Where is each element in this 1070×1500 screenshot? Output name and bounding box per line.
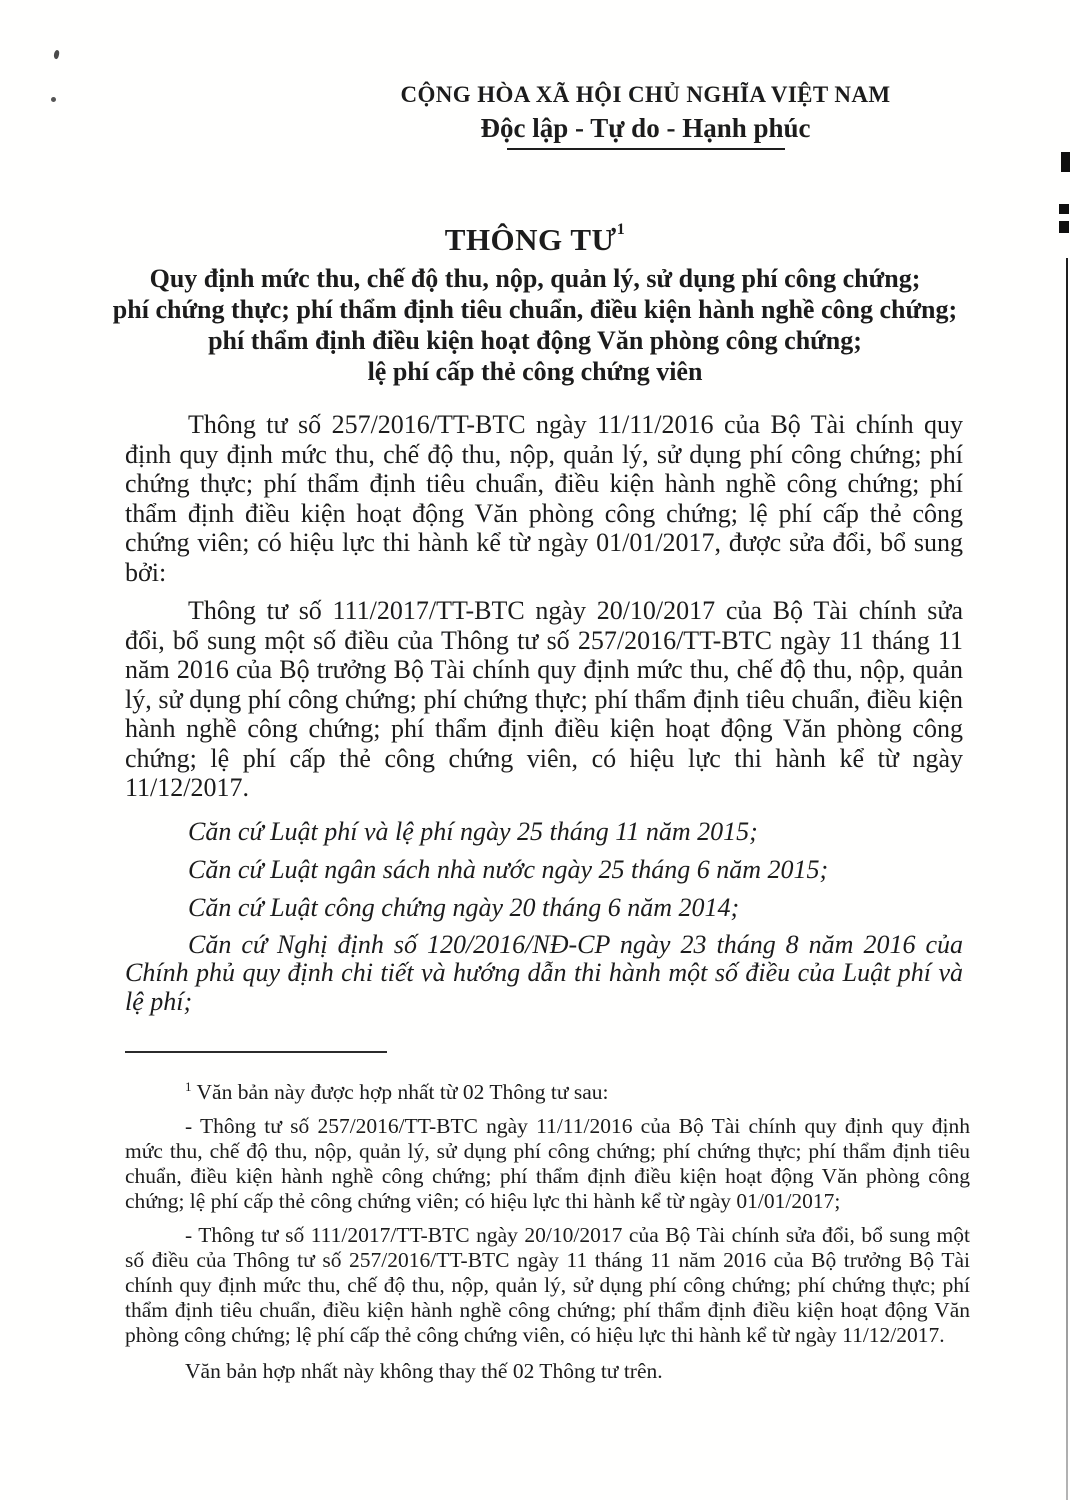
footnote-ref-marker: 1 (185, 1079, 192, 1094)
scan-edge-line (1066, 258, 1068, 1500)
scan-edge-mark (1059, 204, 1069, 214)
header-motto: Độc lập - Tự do - Hạnh phúc (480, 113, 811, 143)
document-title-text: THÔNG TƯ (444, 222, 617, 257)
scan-edge-mark (1061, 152, 1070, 172)
subtitle-line: Quy định mức thu, chế độ thu, nộp, quản lý, sử dụng phí công chứng; (149, 264, 921, 293)
citation-line: Căn cứ Luật ngân sách nhà nước ngày 25 tháng 6 năm 2015; (188, 854, 829, 884)
title-footnote-ref: 1 (616, 221, 626, 238)
national-header (388, 82, 903, 150)
footnote-intro (125, 1080, 970, 1105)
footnote-item-2: - Thông tư số 111/2017/TT-BTC ngày 20/10/2017 của Bộ Tài chính sửa đổi, bổ sung một số điều của Thông tư số 257/2016/TT-BTC ngày 11 tháng 11 năm 2016 của Bộ trưởng Bộ Tài chính quy định mức thu, chế độ thu, nộp, quản lý, sử dụng phí công chứng; phí chứng thực; phí thẩm định tiêu chuẩn, điều kiện hành nghề công chứng; phí thẩm định điều kiện hoạt động Văn phòng công chứng; lệ phí cấp thẻ công chứng viên, có hiệu lực thi hành kể từ ngày 11/12/2017. (125, 1223, 970, 1347)
footnote-item-1: - Thông tư số 257/2016/TT-BTC ngày 11/11/2016 của Bộ Tài chính quy định quy định mức thu, chế độ thu, nộp, quản lý, sử dụng phí công chứng; phí chứng thực; phí thẩm định tiêu chuẩn, điều kiện hành nghề công chứng; phí thẩm định điều kiện hoạt động Văn phòng công chứng; lệ phí cấp thẻ công chứng viên; có hiệu lực thi hành kể từ ngày 01/01/2017; (125, 1114, 970, 1213)
scan-speck (51, 97, 56, 102)
body-paragraph-1: Thông tư số 257/2016/TT-BTC ngày 11/11/2016 của Bộ Tài chính quy định quy định mức thu, chế độ thu, nộp, quản lý, sử dụng phí công chứng; phí chứng thực; phí thẩm định tiêu chuẩn, điều kiện hành nghề công chứng; phí thẩm định điều kiện hoạt động Văn phòng công chứng; lệ phí cấp thẻ công chứng viên; có hiệu lực thi hành kể từ ngày 01/01/2017, được sửa đổi, bổ sung bởi: (125, 410, 963, 587)
legal-basis-citations (125, 817, 963, 1017)
footnote-closing: Văn bản hợp nhất này không thay thế 02 Thông tư trên. (185, 1359, 663, 1383)
footnote-section (125, 1051, 970, 1384)
citation-line: Căn cứ Luật công chứng ngày 20 tháng 6 năm 2014; (188, 892, 740, 922)
document-subtitle (0, 263, 1070, 387)
footnote-intro-text: Văn bản này được hợp nhất từ 02 Thông tư sau: (196, 1080, 609, 1104)
citation-paragraph: Căn cứ Nghị định số 120/2016/NĐ-CP ngày 23 tháng 8 năm 2016 của Chính phủ quy định chi tiết và hướng dẫn thi hành một số điều của Luật phí và lệ phí; (125, 929, 963, 1016)
scan-edge-mark (1059, 221, 1069, 233)
citation-line: Căn cứ Luật phí và lệ phí ngày 25 tháng 11 năm 2015; (188, 816, 758, 846)
header-country-name: CỘNG HÒA XÃ HỘI CHỦ NGHĨA VIỆT NAM (400, 82, 891, 107)
subtitle-line: phí thẩm định điều kiện hoạt động Văn phòng công chứng; (208, 326, 862, 355)
title-block (0, 222, 1070, 387)
body-paragraph-2: Thông tư số 111/2017/TT-BTC ngày 20/10/2017 của Bộ Tài chính sửa đổi, bổ sung một số điều của Thông tư số 257/2016/TT-BTC ngày 11 tháng 11 năm 2016 của Bộ trưởng Bộ Tài chính quy định mức thu, chế độ thu, nộp, quản lý, sử dụng phí công chứng; phí chứng thực; phí thẩm định tiêu chuẩn, điều kiện hành nghề công chứng; phí thẩm định điều kiện hoạt động Văn phòng công chứng; lệ phí cấp thẻ công chứng viên, có hiệu lực thi hành kể từ ngày 11/12/2017. (125, 596, 963, 802)
footnote-separator (125, 1051, 387, 1053)
subtitle-line: phí chứng thực; phí thẩm định tiêu chuẩn, điều kiện hành nghề công chứng; (112, 295, 958, 324)
subtitle-line: lệ phí cấp thẻ công chứng viên (367, 357, 703, 386)
scan-speck (53, 50, 60, 60)
header-underline (507, 148, 785, 150)
document-title (0, 222, 1070, 258)
document-body (125, 410, 963, 1025)
